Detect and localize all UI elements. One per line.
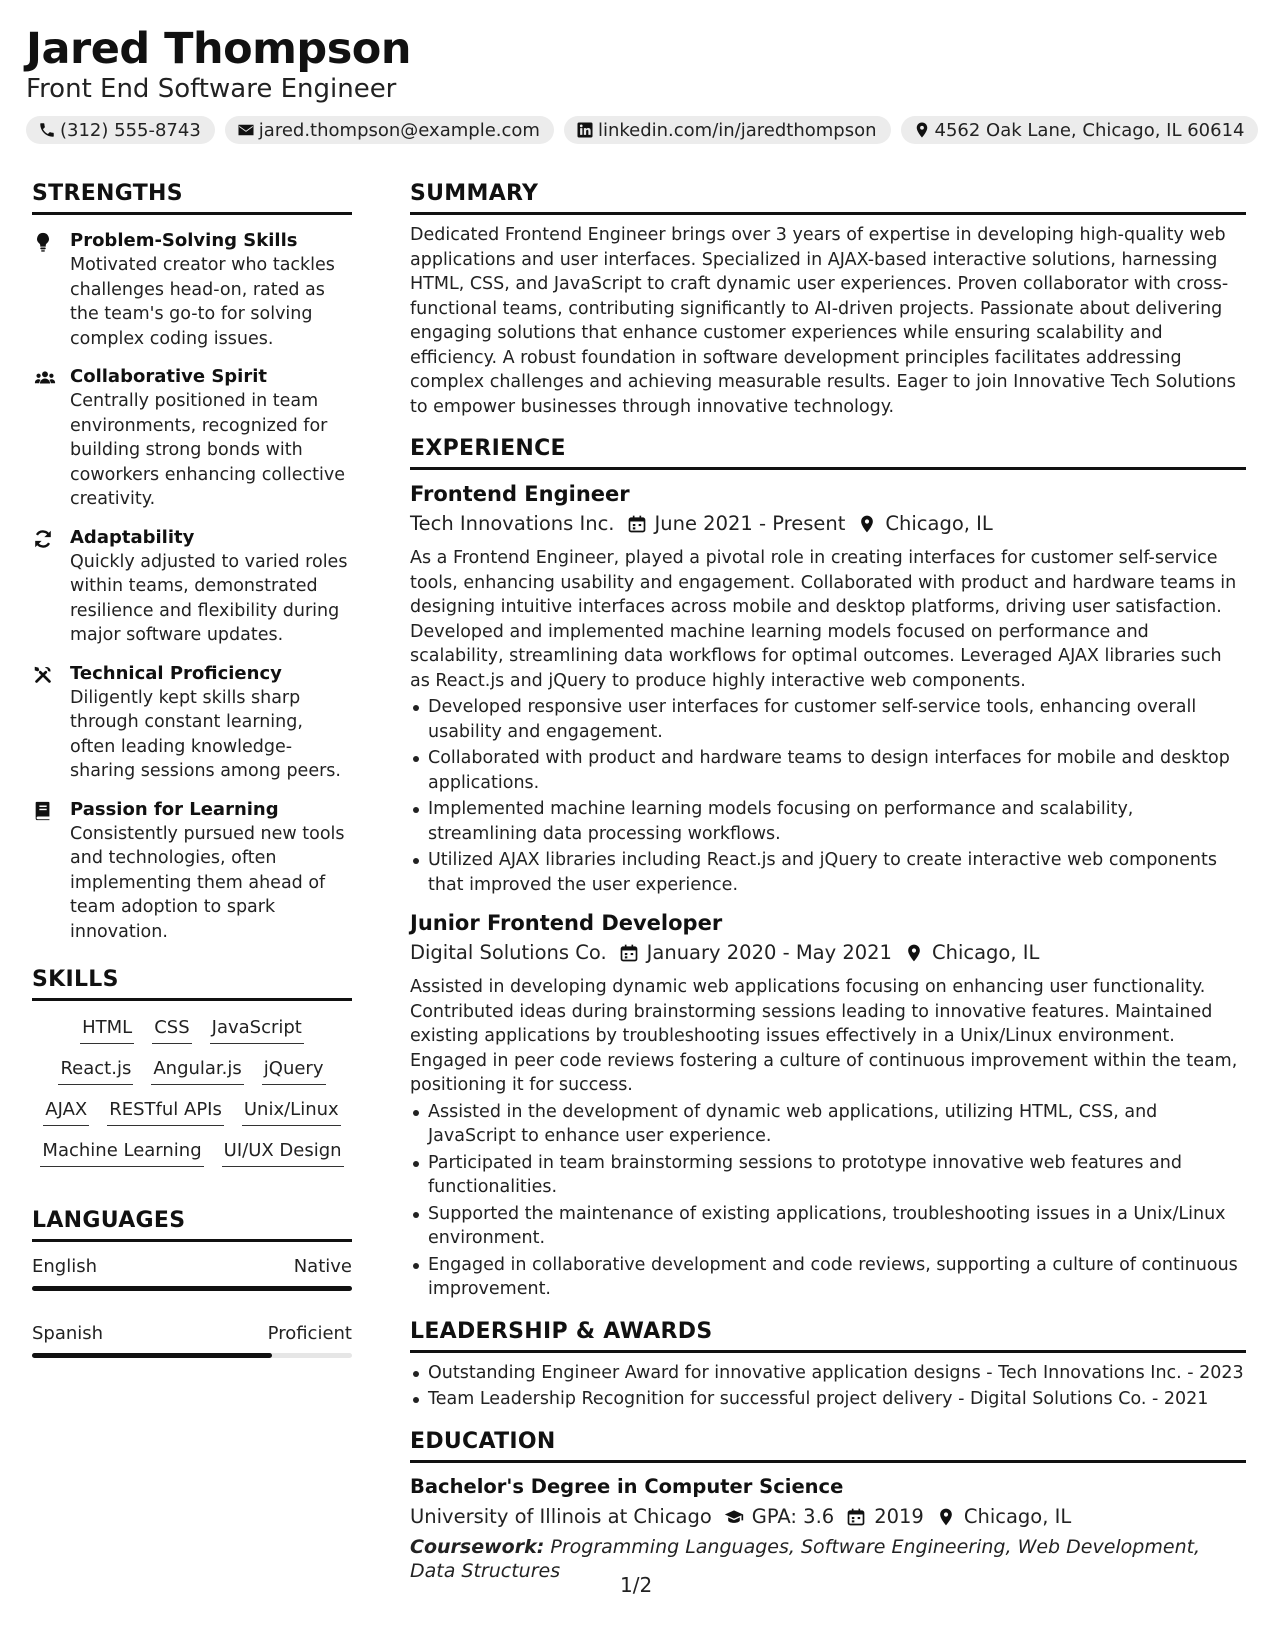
list-item: Participated in team brainstorming sessions to prototype innovative web features and functionalities. [410,1151,1246,1200]
book-icon [32,800,54,822]
job-dates: June 2021 - Present [654,512,846,535]
education-location: Chicago, IL [963,1504,1072,1528]
education-meta [410,1503,1246,1531]
school-name: University of Illinois at Chicago [410,1504,712,1528]
candidate-name: Jared Thompson [26,24,411,74]
map-pin-icon [913,121,931,139]
map-pin-icon [904,943,924,963]
contact-bar [26,116,1251,144]
coursework-text: Programming Languages, Software Engineering, Web Development, Data Structures [410,1535,1201,1582]
skill-tag: HTML [80,1015,134,1044]
linkedin-icon [576,121,594,139]
left-column [32,180,352,1358]
list-item: Supported the maintenance of existing applications, troubleshooting issues in a Unix/Linux environment. [410,1202,1246,1251]
language-bar-fill [32,1353,272,1358]
list-item: Team Leadership Recognition for successful project delivery - Digital Solutions Co. - 2021 [410,1387,1246,1412]
education-heading: EDUCATION [410,1428,1246,1463]
right-column [410,180,1246,1584]
job-title: Junior Frontend Developer [410,911,723,935]
language-level: Proficient [267,1323,352,1344]
strength-desc: Diligently kept skills sharp through constant learning, often leading knowledge-sharing sessions among peers. [70,687,341,781]
language-bar [32,1353,352,1358]
phone-icon [38,121,56,139]
envelope-icon [237,121,255,139]
strength-desc: Quickly adjusted to varied roles within teams, demonstrated resilience and flexibility during major software updates. [70,551,348,645]
job-company: Digital Solutions Co. [410,941,607,964]
resume-header [26,22,1251,144]
strength-item [32,526,352,648]
contact-linkedin[interactable] [564,116,891,144]
page-number: 1/2 [620,1573,653,1597]
skill-tag: CSS [152,1015,191,1044]
skill-tag: Angular.js [151,1056,243,1085]
languages-heading: LANGUAGES [32,1207,352,1242]
job-company: Tech Innovations Inc. [410,512,615,535]
strength-item [32,229,352,351]
language-item [32,1321,352,1358]
leadership-list [410,1361,1246,1412]
contact-phone-text: (312) 555-8743 [60,119,201,141]
language-name: English [32,1256,97,1277]
list-item: Developed responsive user interfaces for customer self-service tools, enhancing overall usability and engagement. [410,695,1246,744]
strength-title: Problem-Solving Skills [70,230,298,251]
map-pin-icon [936,1507,956,1527]
degree-title: Bachelor's Degree in Computer Science [410,1474,844,1498]
language-bar [32,1286,352,1291]
graduation-year: 2019 [874,1504,924,1528]
contact-linkedin-text: linkedin.com/in/jaredthompson [597,119,877,141]
list-item: Collaborated with product and hardware teams to design interfaces for mobile and desktop applications. [410,746,1246,795]
strength-item [32,662,352,784]
job-location: Chicago, IL [931,941,1040,964]
graduation-cap-icon [724,1507,744,1527]
job-meta [410,939,1246,967]
job-meta [410,510,1246,538]
strength-item [32,798,352,945]
strength-item [32,365,352,512]
skill-tag: JavaScript [210,1015,304,1044]
job-title: Frontend Engineer [410,482,630,506]
calendar-icon [619,943,639,963]
language-name: Spanish [32,1323,104,1344]
candidate-title: Front End Software Engineer [26,74,397,104]
contact-email-text: jared.thompson@example.com [258,119,540,141]
skill-tag: Unix/Linux [242,1097,341,1126]
list-item: Engaged in collaborative development and code reviews, supporting a culture of continuous improvement. [410,1253,1246,1302]
skill-tag: RESTful APIs [107,1097,224,1126]
list-item: Utilized AJAX libraries including React.js and jQuery to create interactive web components that improved the user experience. [410,848,1246,897]
map-pin-icon [857,514,877,534]
calendar-icon [627,514,647,534]
strength-title: Collaborative Spirit [70,366,267,387]
job-bullets [410,1100,1246,1302]
job-description: Assisted in developing dynamic web applications focusing on enhancing user functionality. Contributed ideas during brainstorming sessions leading to innovative features. Maintained existing applications by troubleshooting issues effectively in a Unix/Linux environment. Engaged in peer code reviews fostering a culture of continuous improvement within the team, positioning it for success. [410,977,1238,1095]
skills-list [32,1015,352,1167]
coursework [410,1535,1246,1584]
list-item: Assisted in the development of dynamic web applications, utilizing HTML, CSS, and JavaScript to enhance user experience. [410,1100,1246,1149]
contact-email[interactable] [225,116,554,144]
contact-phone[interactable] [26,116,215,144]
calendar-icon [846,1507,866,1527]
language-item [32,1254,352,1291]
strengths-heading: STRENGTHS [32,180,352,215]
skill-tag: AJAX [43,1097,89,1126]
strength-title: Passion for Learning [70,798,279,820]
skill-tag: React.js [58,1056,133,1085]
contact-address-text: 4562 Oak Lane, Chicago, IL 60614 [934,119,1245,141]
strength-title: Technical Proficiency [70,662,282,684]
coursework-label: Coursework: [410,1535,545,1558]
experience-heading: EXPERIENCE [410,435,1246,470]
language-bar-fill [32,1286,352,1291]
strength-desc: Consistently pursued new tools and technologies, often implementing them ahead of team adoption to spark innovation. [70,823,345,942]
users-icon [32,367,58,389]
summary-text: Dedicated Frontend Engineer brings over 3 years of expertise in developing high-quality web applications and user interfaces. Specialized in AJAX-based interactive solutions, harnessing HTML, CSS, and JavaScript to craft dynamic user experiences. Proven collaborator with cross-functional teams, contributing significantly to AI-driven projects. Passionate about delivering engaging solutions that enhance customer experiences while ensuring scalability and efficiency. A robust foundation in software development principles facilitates addressing complex challenges and achieving measurable results. Eager to join Innovative Tech Solutions to empower businesses through innovative technology. [410,225,1236,417]
tools-icon [32,664,54,686]
skill-tag: Machine Learning [40,1138,203,1167]
skill-tag: jQuery [262,1056,326,1085]
language-level: Native [293,1256,352,1277]
summary-heading: SUMMARY [410,180,1246,215]
list-item: Implemented machine learning models focusing on performance and scalability, streamlining data processing workflows. [410,797,1246,846]
skills-heading: SKILLS [32,966,352,1001]
strength-desc: Motivated creator who tackles challenges head-on, rated as the team's go-to for solving complex coding issues. [70,255,335,349]
strength-title: Adaptability [70,526,195,548]
job-dates: January 2020 - May 2021 [646,941,892,964]
job-description: As a Frontend Engineer, played a pivotal role in creating interfaces for customer self-service tools, enhancing usability and engagement. Collaborated with product and hardware teams in designing intuitive interfaces across mobile and desktop platforms, driving user satisfaction. Developed and implemented machine learning models focused on performance and scalability, streamlining data workflows for optimal outcomes. Leveraged AJAX libraries such as React.js and jQuery to produce highly interactive web components. [410,548,1237,691]
gpa: GPA: 3.6 [751,1504,835,1528]
sync-icon [32,528,54,550]
leadership-heading: LEADERSHIP & AWARDS [410,1318,1246,1353]
strength-desc: Centrally positioned in team environments, recognized for building strong bonds with coworkers enhancing collective creativity. [70,391,345,509]
contact-address[interactable] [901,116,1259,144]
skill-tag: UI/UX Design [222,1138,344,1167]
job-location: Chicago, IL [885,512,993,535]
lightbulb-icon [32,231,54,253]
list-item: Outstanding Engineer Award for innovative application designs - Tech Innovations Inc. - 2023 [410,1361,1246,1386]
job-bullets [410,695,1246,897]
